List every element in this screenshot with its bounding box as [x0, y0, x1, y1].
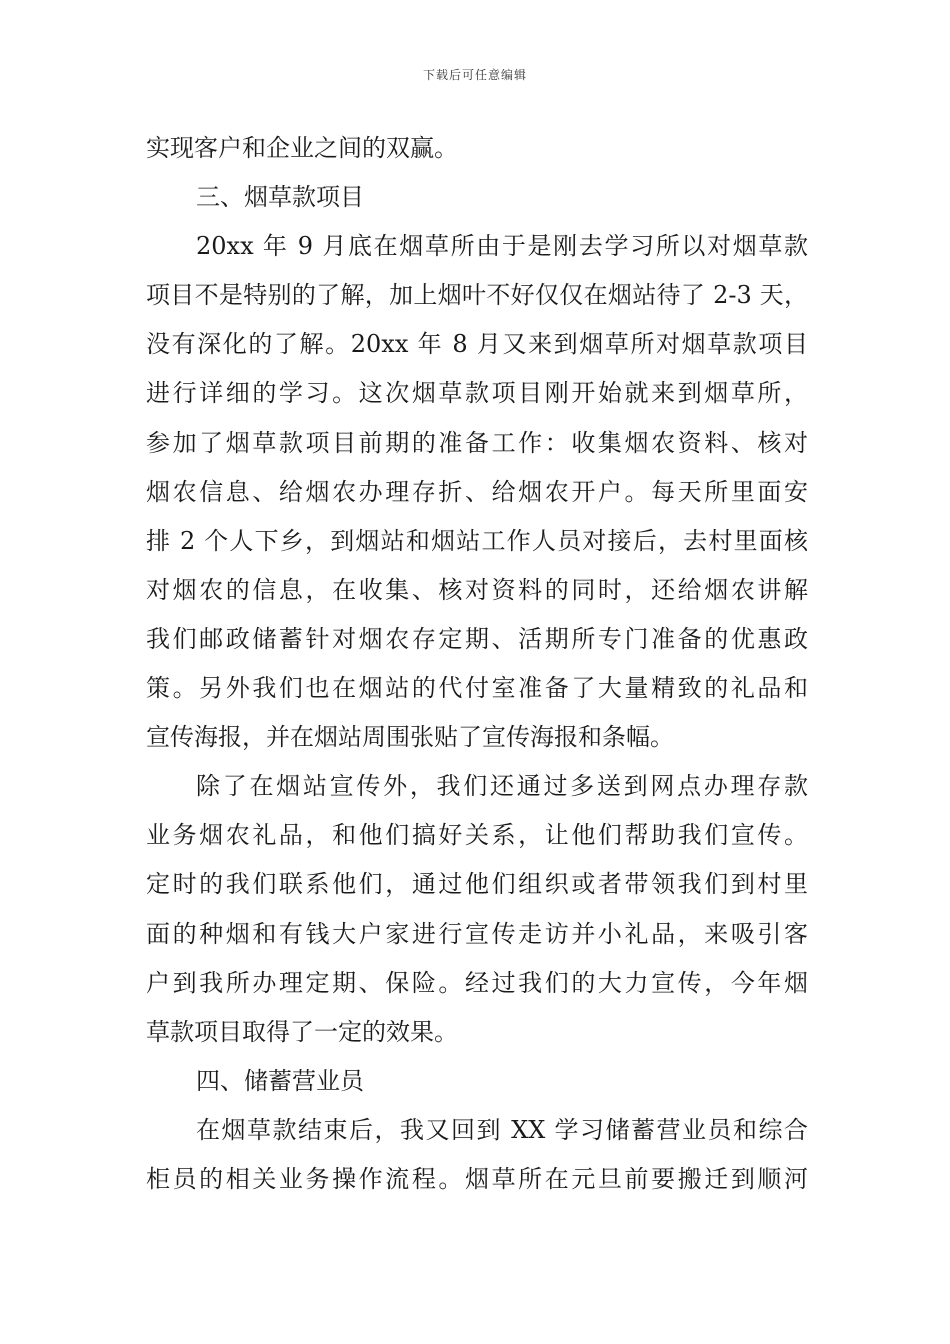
text-line: 烟农信息、给烟农办理存折、给烟农开户。每天所里面安 [146, 477, 808, 506]
text-line: 我们邮政储蓄针对烟农存定期、活期所专门准备的优惠政 [146, 624, 808, 653]
text-line: 策。另外我们也在烟站的代付室准备了大量精致的礼品和 [146, 674, 808, 703]
text-line: 柜员的相关业务操作流程。烟草所在元旦前要搬迁到顺河 [146, 1164, 808, 1193]
text-line: 实现客户和企业之间的双赢。 [146, 134, 458, 162]
text-line: 户到我所办理定期、保险。经过我们的大力宣传，今年烟 [146, 968, 808, 997]
text-line: 草款项目取得了一定的效果。 [146, 1017, 458, 1046]
document-body [146, 124, 808, 1204]
text-line: 排 2 个人下乡，到烟站和烟站工作人员对接后，去村里面核 [146, 526, 808, 555]
text-line: 20xx 年 9 月底在烟草所由于是刚去学习所以对烟草款 [196, 232, 808, 261]
text-line: 定时的我们联系他们，通过他们组织或者带领我们到村里 [146, 870, 808, 899]
text-line: 业务烟农礼品，和他们搞好关系，让他们帮助我们宣传。 [146, 821, 808, 850]
text-line: 面的种烟和有钱大户家进行宣传走访并小礼品，来吸引客 [146, 919, 808, 948]
section-heading: 四、储蓄营业员 [196, 1066, 364, 1095]
text-line: 进行详细的学习。这次烟草款项目刚开始就来到烟草所， [146, 379, 808, 408]
page-header-note: 下载后可任意编辑 [422, 68, 527, 82]
text-line: 除了在烟站宣传外，我们还通过多送到网点办理存款 [196, 772, 808, 801]
text-line: 宣传海报，并在烟站周围张贴了宣传海报和条幅。 [146, 723, 674, 752]
text-line: 对烟农的信息，在收集、核对资料的同时，还给烟农讲解 [146, 575, 808, 604]
text-line: 没有深化的了解。20xx 年 8 月又来到烟草所对烟草款项目 [146, 330, 808, 359]
section-heading: 三、烟草款项目 [196, 183, 364, 212]
text-line: 在烟草款结束后，我又回到 XX 学习储蓄营业员和综合 [196, 1115, 808, 1144]
text-line: 参加了烟草款项目前期的准备工作：收集烟农资料、核对 [146, 428, 808, 457]
text-line: 项目不是特别的了解，加上烟叶不好仅仅在烟站待了 2-3 天， [146, 281, 808, 310]
